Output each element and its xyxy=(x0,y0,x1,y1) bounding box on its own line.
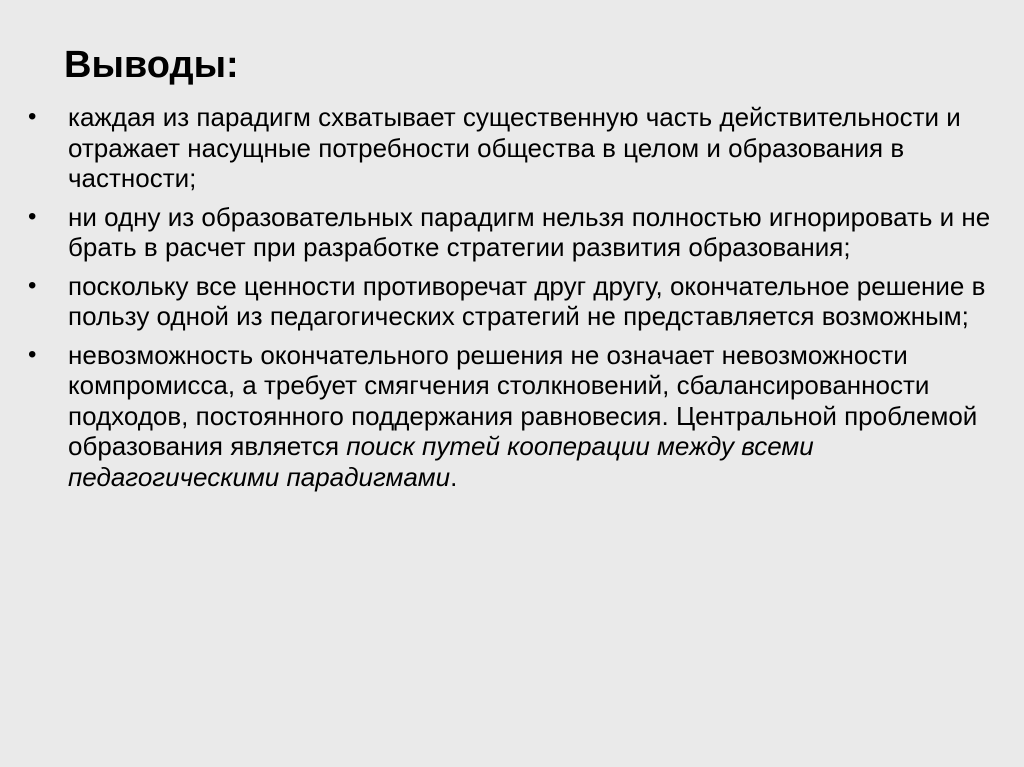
bullet-text: невозможность окончательного решения не означает невозможности компромисса, а требует смягчения столкновений, сбалансированности подходов, постоянного поддержания равновесия. Центральной проблемой образования является xyxy=(68,339,978,461)
bullet-marker: • xyxy=(28,103,37,130)
bullet-text: каждая из парадигм схватывает существенную часть действительности и отражает насущные потребности общества в целом и образования в частности; xyxy=(68,102,961,193)
bullet-item-2 xyxy=(0,202,1000,263)
bullet-list xyxy=(0,102,1000,500)
bullet-text: поскольку все ценности противоречат друг другу, окончательное решение в пользу одной из педагогических стратегий не представляется возможным; xyxy=(68,270,986,331)
bullet-text: ни одну из образовательных парадигм нельзя полностью игнорировать и не брать в расчет при разработке стратегии развития образования; xyxy=(68,201,991,262)
bullet-item-3 xyxy=(0,271,1000,332)
bullet-marker: • xyxy=(28,202,37,230)
bullet-marker: • xyxy=(28,271,37,299)
bullet-emphasis-text: поиск путей кооперации между всеми педагогическими парадигмами xyxy=(68,431,814,492)
bullet-item-4 xyxy=(0,340,1000,493)
bullet-tail-text: . xyxy=(450,461,458,492)
slide-title: Выводы: xyxy=(64,44,239,86)
bullet-marker: • xyxy=(28,340,37,368)
bullet-item-1 xyxy=(0,102,1000,194)
